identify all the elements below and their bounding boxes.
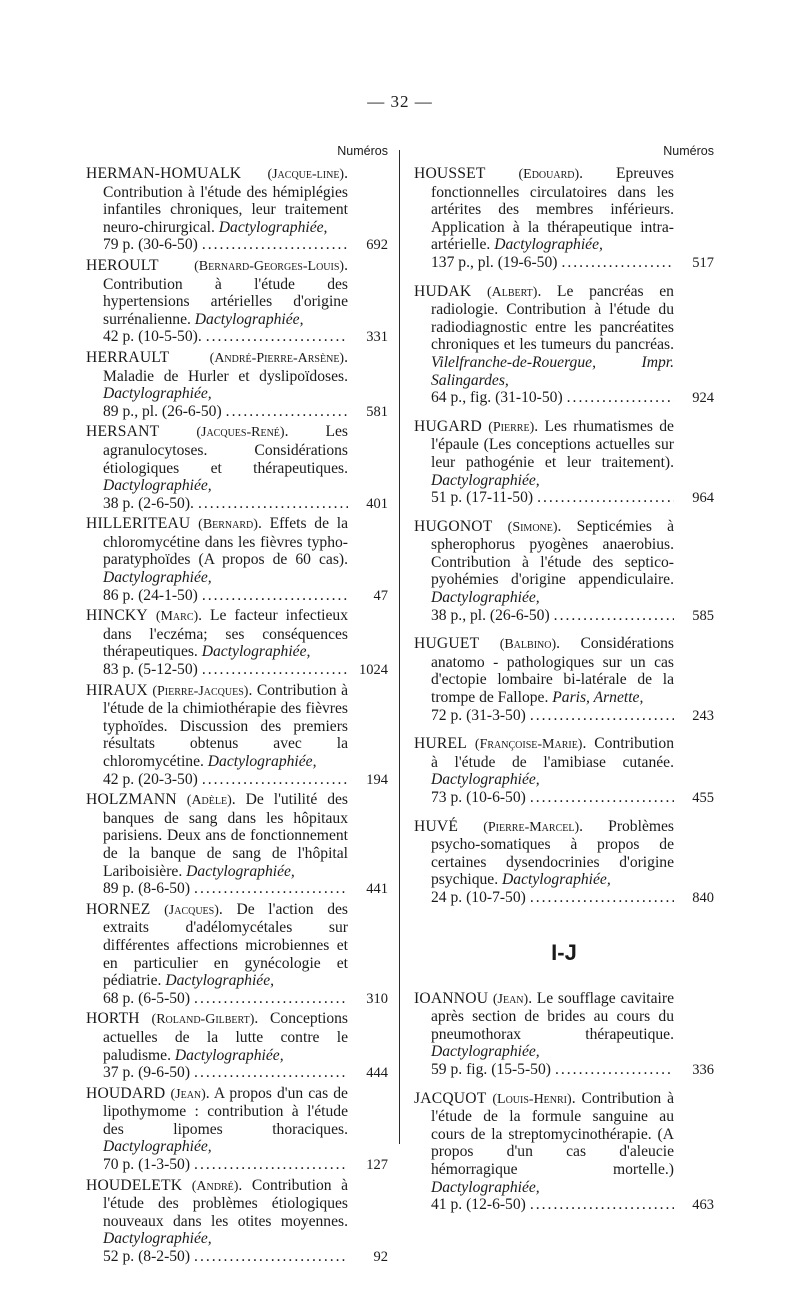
entry-given-name: (Pierre-Marcel) xyxy=(483,819,580,835)
entry xyxy=(86,1085,388,1175)
entry-number: 924 xyxy=(692,390,714,407)
entry-pages-date: 42 p. (20-3-50) xyxy=(103,770,198,788)
entry-number: 964 xyxy=(692,490,714,507)
entry-surname: HINCKY xyxy=(86,607,148,625)
entry-surname: HORNEZ xyxy=(86,900,151,918)
entry xyxy=(414,818,714,908)
entry xyxy=(414,518,714,626)
dot-leader xyxy=(206,328,348,346)
entry-title: . De l'action des extraits d'adélomycétales sur différentes affections microbiennes et en particulier en gynécologie et pédiatrie. xyxy=(103,900,348,990)
entry-surname: HIRAUX xyxy=(86,681,148,699)
entry-format: Dactylographiée, xyxy=(174,1046,284,1064)
entry-number: 441 xyxy=(366,881,388,898)
dot-leader xyxy=(530,1196,674,1214)
entry-format: Dactylographiée, xyxy=(431,1178,540,1196)
entry-format: Dactylographiée, xyxy=(431,771,540,789)
section-heading: I-J xyxy=(551,939,577,965)
entry-pages-date: 79 p. (30-6-50) xyxy=(103,236,198,254)
entry-number: 517 xyxy=(692,254,714,271)
entry-given-name: (Adèle) xyxy=(186,793,232,809)
dot-leader xyxy=(194,1156,348,1174)
entry-number: 243 xyxy=(692,707,714,724)
entry-format: Paris, Arnette, xyxy=(552,689,644,707)
entry-given-name: (Jean) xyxy=(492,991,529,1007)
dot-leader xyxy=(537,489,674,507)
entry-title: . Contribution à l'étude des hémiplégies infantiles chroniques, leur traitement neuro-chirurgical. xyxy=(103,165,348,236)
entry-number: 331 xyxy=(366,329,388,346)
dot-leader xyxy=(202,771,348,789)
entry-format: Dactylographiée, xyxy=(431,1043,540,1061)
entry xyxy=(414,283,714,408)
entry xyxy=(414,990,714,1080)
entry-format: Dactylographiée, xyxy=(194,310,304,328)
entry-given-name: (Bernard-Georges-Louis) xyxy=(194,258,345,274)
entry-number: 444 xyxy=(366,1065,388,1082)
entry-format: Dactylographiée, xyxy=(494,236,603,254)
entry-title: . Septicémies à spherophorus pyogènes anaerobius. Contribution à l'étude des septico-pyohémies d'origine appendiculaire. xyxy=(431,517,675,589)
entry-title: . Le facteur infectieux dans l'eczéma; ses conséquences thérapeutiques. xyxy=(103,607,348,661)
entry-surname: HILLERITEAU xyxy=(86,515,191,533)
entry-title: . Contribution à l'étude de la chimiothérapie des fièvres typhoïdes. Discussion des premiers résultats obtenus avec la chloromycétine. xyxy=(103,681,348,770)
entry-format: Dactylographiée, xyxy=(431,471,540,489)
entry-number: 92 xyxy=(373,1249,388,1266)
entry xyxy=(86,791,388,899)
entry-title: . Contribution à l'étude de la formule sanguine au cours de la streptomycinothérapie. (A propos d'un cas d'aleucie hémorragique mortelle.) xyxy=(431,1089,674,1178)
entry-given-name: (Jean) xyxy=(170,1086,206,1102)
entry xyxy=(414,1090,714,1215)
entry-title: . De l'utilité des banques de sang dans les hôpitaux parisiens. Deux ans de fonctionnement de la banque de sang de l'hôpital Lariboisière. xyxy=(103,791,348,880)
entry-given-name: (Pierre) xyxy=(488,419,535,435)
entry-pages-date: 83 p. (5-12-50) xyxy=(103,661,198,679)
entry-number: 47 xyxy=(373,587,388,604)
entry-number: 585 xyxy=(692,607,714,624)
entry-pages-date: 38 p., pl. (26-6-50) xyxy=(431,606,550,624)
entry-number: 194 xyxy=(366,771,388,788)
entry-pages-date: 89 p., pl. (26-6-50) xyxy=(103,402,222,420)
entry-title: . A propos d'un cas de lipothymome : contribution à l'étude des lipomes thoraciques. xyxy=(103,1084,348,1138)
entry-given-name: (Bernard) xyxy=(198,517,258,533)
entry-title: . Le soufflage cavitaire après section de brides au cours du pneumothorax thérapeutique. xyxy=(431,989,674,1043)
entry-title: . Effets de la chloromycétine dans les fièvres typho-paratyphoïdes (A propos de 60 cas). xyxy=(103,515,348,569)
left-entries xyxy=(86,165,388,1267)
entry-title: . Considérations anatomo - pathologiques sur un cas d'ectopie lombaire bi-latérale de la trompe de Fallope. xyxy=(431,635,674,707)
entry xyxy=(86,515,388,605)
entry-surname: HUVÉ xyxy=(414,817,459,835)
dot-leader xyxy=(194,990,348,1008)
dot-leader xyxy=(202,661,348,679)
entry-number: 127 xyxy=(366,1157,388,1174)
entry-pages-date: 24 p. (10-7-50) xyxy=(431,888,526,906)
entry-given-name: (Simone) xyxy=(507,519,558,535)
page-number: — 32 — xyxy=(367,92,433,111)
entry-pages-date: 68 p. (6-5-50) xyxy=(103,989,191,1007)
entry-given-name: (Balbino) xyxy=(499,637,557,653)
entry-format: Dactylographiée, xyxy=(103,1138,212,1156)
entry-surname: HERSANT xyxy=(86,423,160,441)
entry-given-name: (Pierre-Jacques) xyxy=(152,683,249,699)
entry-surname: IOANNOU xyxy=(414,989,489,1007)
entry-surname: HUGONOT xyxy=(414,517,493,535)
entry-title: . Epreuves fonctionnelles circulatoires dans les artérites des membres inférieurs. Application à la thérapeutique intra-artérielle. xyxy=(431,165,674,254)
entry xyxy=(86,165,388,255)
entry-pages-date: 89 p. (8-6-50) xyxy=(103,880,191,898)
entry-pages-date: 52 p. (8-2-50) xyxy=(103,1248,191,1266)
entry-format: Dactylographiée, xyxy=(502,871,611,889)
entry xyxy=(414,165,714,273)
entry-title: . Contribution à l'étude des hypertensions artérielles d'origine surrénalienne. xyxy=(103,256,348,328)
entry-surname: HOUDARD xyxy=(86,1084,166,1102)
dot-leader xyxy=(530,707,674,725)
entry-pages-date: 42 p. (10-5-50). xyxy=(103,328,202,346)
entry-pages-date: 51 p. (17-11-50) xyxy=(431,489,534,507)
entry-format: Dactylographiée, xyxy=(103,477,212,495)
entry-number: 336 xyxy=(692,1061,714,1078)
dot-leader xyxy=(561,254,674,272)
entry-surname: HOUDELETK xyxy=(86,1176,183,1194)
entry-given-name: (Roland-Gilbert) xyxy=(151,1012,255,1028)
entry-format: Vilelfranche-de-Rouergue, Impr. Salingardes, xyxy=(431,353,674,389)
entry-title: . Le pancréas en radiologie. Contribution à l'étude du radiodiagnostic entre les pancréatites chroniques et les tumeurs du pancréas. xyxy=(431,282,674,354)
entry-number: 463 xyxy=(692,1197,714,1214)
dot-leader xyxy=(226,403,348,421)
entry-given-name: (Albert) xyxy=(486,284,538,300)
entry-pages-date: 38 p. (2-6-50). xyxy=(103,494,194,512)
dot-leader xyxy=(194,1248,348,1266)
entry-given-name: (André-Pierre-Arsène) xyxy=(209,350,345,366)
entry-surname: HERRAULT xyxy=(86,348,170,366)
dot-leader xyxy=(194,1064,348,1082)
entry-number: 401 xyxy=(366,495,388,512)
entry xyxy=(86,349,388,421)
entry-pages-date: 41 p. (12-6-50) xyxy=(431,1196,526,1214)
entry-pages-date: 59 p. fig. (15-5-50) xyxy=(431,1060,551,1078)
entry-format: Dactylographiée, xyxy=(207,753,317,770)
entry-format: Dactylographiée, xyxy=(103,569,212,587)
dot-leader xyxy=(567,389,674,407)
entry-surname: HOLZMANN xyxy=(86,791,177,809)
entry-given-name: (Jacque-line) xyxy=(267,167,345,182)
entry-pages-date: 86 p. (24-1-50) xyxy=(103,586,198,604)
entry-format: Dactylographiée, xyxy=(218,218,328,236)
entry-number: 1024 xyxy=(359,662,388,679)
entry-pages-date: 72 p. (31-3-50) xyxy=(431,706,526,724)
column-header-left: Numéros xyxy=(337,144,388,158)
entry-title: . Maladie de Hurler et dyslipoïdoses. xyxy=(103,348,348,385)
entry-pages-date: 137 p., pl. (19-6-50) xyxy=(431,253,558,271)
entry-number: 310 xyxy=(366,990,388,1007)
dot-leader xyxy=(202,236,348,254)
entry-pages-date: 70 p. (1-3-50) xyxy=(103,1156,191,1174)
dot-leader xyxy=(202,587,348,605)
dot-leader xyxy=(194,880,348,898)
entry xyxy=(414,735,714,807)
column-divider xyxy=(399,150,400,1144)
entry-format: Dactylographiée, xyxy=(201,643,311,661)
entry-format: Dactylographiée, xyxy=(186,862,295,880)
dot-leader xyxy=(554,607,674,625)
entry-title: . Problèmes psycho-somatiques à propos de certaines dysendocrinies d'origine psychique. xyxy=(431,817,674,889)
left-column xyxy=(86,140,388,1269)
entry-given-name: (Louis-Henri) xyxy=(492,1091,572,1107)
entry-surname: HORTH xyxy=(86,1010,140,1028)
entry-given-name: (Marc) xyxy=(155,609,199,625)
entry xyxy=(86,682,388,790)
entry-title: . Les agranulocytoses. Considérations étiologiques et thérapeutiques. xyxy=(103,423,348,477)
entry-pages-date: 37 p. (9-6-50) xyxy=(103,1064,191,1082)
entry xyxy=(86,901,388,1009)
entry-given-name: (André) xyxy=(191,1178,239,1194)
entry-given-name: (Jacques-René) xyxy=(196,425,285,441)
entry-given-name: (Edouard) xyxy=(518,167,580,182)
entry-title: . Contribution à l'étude des problèmes étiologiques nouveaux dans les otites moyennes. xyxy=(103,1176,348,1230)
entry-pages-date: 73 p. (10-6-50) xyxy=(431,789,526,806)
entry xyxy=(414,635,714,725)
entry-surname: HUGARD xyxy=(414,417,482,435)
entry-surname: HEROULT xyxy=(86,256,159,274)
dot-leader xyxy=(555,1061,674,1079)
entry-format: Dactylographiée, xyxy=(431,589,540,607)
entry-surname: HUGUET xyxy=(414,635,480,653)
entry-number: 581 xyxy=(366,403,388,420)
entry-number: 455 xyxy=(692,790,714,806)
entry xyxy=(86,607,388,679)
entry-title: . Contribution à l'étude de l'amibiase cutanée. xyxy=(431,735,674,771)
entry-number: 692 xyxy=(366,237,388,254)
right-column xyxy=(414,140,714,1225)
right-entries xyxy=(414,165,714,908)
entry-title: . Les rhumatismes de l'épaule (Les conceptions actuelles sur leur pathogénie et leur traitement). xyxy=(431,417,674,471)
right-entries-ij xyxy=(414,990,714,1215)
entry-given-name: (Jacques) xyxy=(164,902,219,918)
column-header-right: Numéros xyxy=(663,144,714,158)
entry-surname: HUDAK xyxy=(414,282,472,300)
entry-surname: HUREL xyxy=(414,735,467,753)
entry-surname: HOUSSET xyxy=(414,165,486,182)
entry-given-name: (Françoise-Marie) xyxy=(474,737,583,753)
entry-pages-date: 64 p., fig. (31-10-50) xyxy=(431,389,563,407)
dot-leader xyxy=(530,889,674,907)
entry-format: Dactylographiée, xyxy=(103,385,212,403)
entry xyxy=(86,257,388,347)
entry-surname: JACQUOT xyxy=(414,1089,487,1107)
entry xyxy=(414,418,714,508)
entry-format: Dactylographiée, xyxy=(165,972,275,990)
dot-leader xyxy=(530,789,674,807)
entry xyxy=(86,423,388,513)
entry-surname: HERMAN-HOMUALK xyxy=(86,165,242,182)
entry-format: Dactylographiée, xyxy=(103,1230,212,1248)
dot-leader xyxy=(198,495,348,513)
entry xyxy=(86,1177,388,1267)
entry xyxy=(86,1010,388,1082)
entry-title: . Conceptions actuelles de la lutte contre le paludisme. xyxy=(103,1010,348,1064)
entry-number: 840 xyxy=(692,889,714,906)
